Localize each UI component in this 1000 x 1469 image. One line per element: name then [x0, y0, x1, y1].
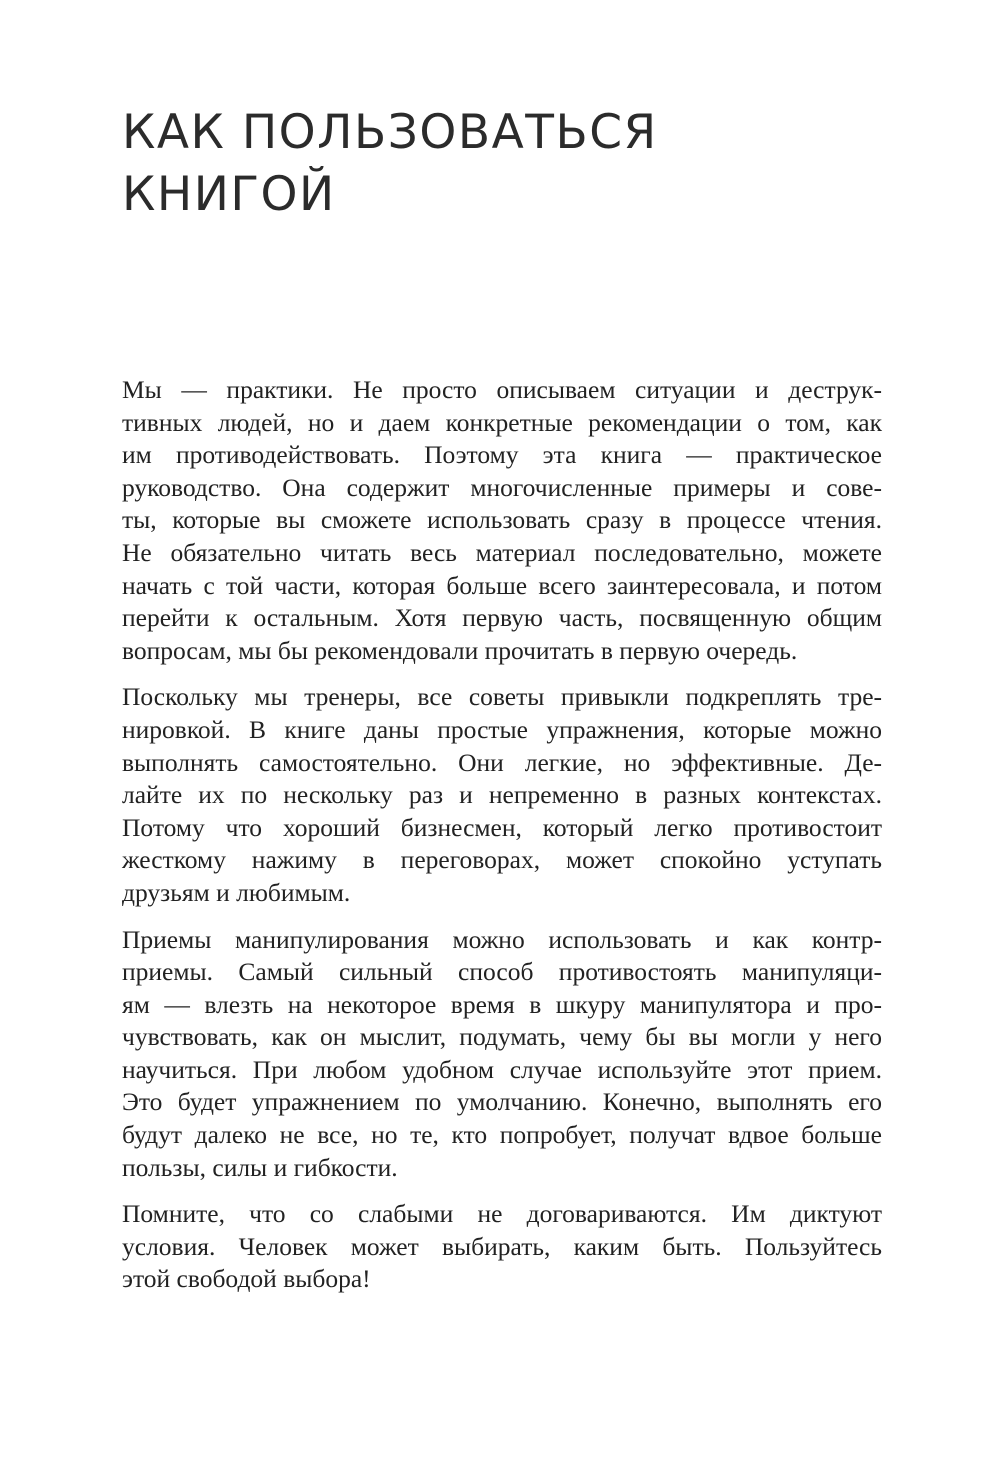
text-line: ям — влезть на некоторое время в шкуру манипулятора и про-	[122, 989, 882, 1019]
text-line: Потому что хороший бизнесмен, который легко противостоит	[122, 812, 882, 842]
paragraph-4	[122, 1198, 882, 1296]
text-line: пользы, силы и гибкости.	[122, 1152, 398, 1182]
text-line: выполнять самостоятельно. Они легкие, но эффективные. Де-	[122, 747, 882, 777]
text-line: друзьям и любимым.	[122, 877, 351, 907]
paragraph-3	[122, 924, 882, 1185]
text-line: нировкой. В книге даны простые упражнения, которые можно	[122, 714, 882, 744]
text-line: руководство. Она содержит многочисленные примеры и сове-	[122, 472, 882, 502]
text-line: научиться. При любом удобном случае используйте этот прием.	[122, 1054, 882, 1084]
text-line: Поскольку мы тренеры, все советы привыкли подкреплять тре-	[122, 682, 882, 712]
text-line: приемы. Самый сильный способ противостоять манипуляци-	[122, 957, 882, 987]
text-line: условия. Человек может выбирать, каким быть. Пользуйтесь	[122, 1231, 882, 1261]
text-line: им противодействовать. Поэтому эта книга — практическое	[122, 440, 882, 470]
text-line: этой свободой выбора!	[122, 1264, 371, 1294]
text-line: лайте их по нескольку раз и непременно в разных контекстах.	[122, 780, 882, 810]
paragraph-1	[122, 374, 882, 667]
text-line: Приемы манипулирования можно использовать и как контр-	[122, 924, 882, 954]
text-line: начать с той части, которая больше всего заинтересовала, и потом	[122, 570, 882, 600]
text-line: Не обязательно читать весь материал последовательно, можете	[122, 537, 882, 567]
text-line: тивных людей, но и даем конкретные рекомендации о том, как	[122, 407, 882, 437]
text-line: перейти к остальным. Хотя первую часть, посвященную общим	[122, 603, 882, 633]
text-line: ты, которые вы сможете использовать сразу в процессе чтения.	[122, 505, 882, 535]
text-line: чувствовать, как он мыслит, подумать, чему бы вы могли у него	[122, 1022, 882, 1052]
chapter-title-line-1: КАК ПОЛЬЗОВАТЬСЯ	[122, 105, 658, 160]
text-line: Помните, что со слабыми не договариваются. Им диктуют	[122, 1199, 882, 1229]
text-line: Это будет упражнением по умолчанию. Конечно, выполнять его	[122, 1087, 882, 1117]
text-line: Мы — практики. Не просто описываем ситуации и деструк-	[122, 375, 882, 404]
chapter-title-line-2: КНИГОЙ	[122, 167, 336, 222]
text-line: жесткому нажиму в переговорах, может спокойно уступать	[122, 845, 882, 875]
text-line: будут далеко не все, но те, кто попробует, получат вдвое больше	[122, 1120, 882, 1150]
chapter-body	[122, 374, 882, 1310]
paragraph-2	[122, 681, 882, 909]
chapter-title	[122, 102, 882, 226]
text-line: вопросам, мы бы рекомендовали прочитать в первую очередь.	[122, 635, 798, 665]
